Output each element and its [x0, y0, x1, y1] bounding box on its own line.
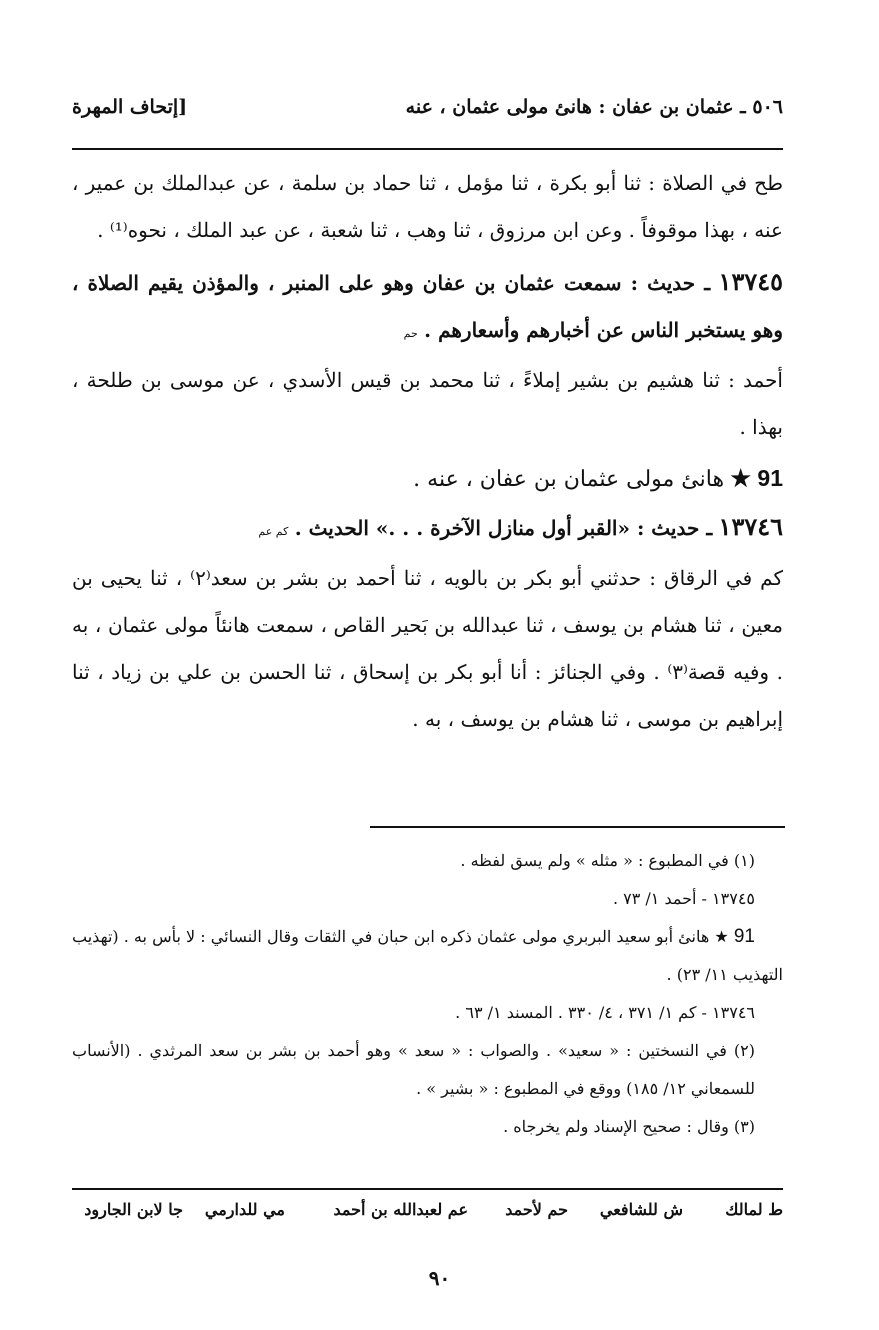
footnote-13746: ١٣٧٤٦ - كم ١/ ٣٧١ ، ٤/ ٣٣٠ . المسند ١/ ٦٣ .: [455, 1003, 755, 1022]
star-icon: ★: [730, 465, 752, 492]
footnote-translation-number: 91: [733, 926, 755, 947]
abbreviation: مي للدارمي: [204, 1200, 285, 1219]
abbreviation: جا لابن الجارود: [84, 1200, 183, 1219]
footnote-rule: [370, 826, 785, 828]
hadith-number: ١٣٧٤٦: [718, 512, 783, 541]
main-text: [72, 160, 783, 743]
page-header: [72, 96, 783, 130]
hadith-text: ـ حديث : «القبر أول منازل الآخرة . . .» الحديث .: [294, 516, 713, 540]
hadith-13745: [72, 258, 783, 357]
footnote-13745: ١٣٧٤٥ - أحمد ١/ ٧٣ .: [612, 889, 755, 908]
abbreviation: حم لأحمد: [505, 1200, 568, 1219]
abbreviation: ط لمالك: [725, 1200, 783, 1219]
footnote-translation-text: ★ هانئ أبو سعيد البربري مولى عثمان ذكره ابن حبان في الثقات وقال النسائي : لا بأس به . (تهذيب التهذيب ١١/ ٢٣) .: [72, 927, 783, 984]
footnote-2: (٢) في النسختين : « سعيد» . والصواب : « سعد » وهو أحمد بن بشر بن سعد المرثدي . (الأنساب للسمعاني ١٢/ ١٨٥) ووقع في المطبوع : « بشير » .: [72, 1041, 755, 1098]
header-rule: [72, 148, 783, 150]
paragraph-ahmad: أحمد : ثنا هشيم بن بشير إملاءً ، ثنا محمد بن قيس الأسدي ، عن موسى بن طلحة ، بهذا .: [72, 368, 783, 439]
translation-number: 91: [757, 465, 783, 491]
hadith-13746: [72, 503, 783, 555]
translation-heading: [72, 455, 783, 503]
hadith-siglum: حم: [403, 327, 418, 340]
hadith-siglum: كم عم: [258, 525, 289, 538]
hadith-number: ١٣٧٤٥: [718, 267, 783, 296]
abbreviation: ش للشافعي: [599, 1200, 683, 1219]
footnote-3: (٣) وقال : صحيح الإسناد ولم يخرجاه .: [503, 1117, 755, 1136]
running-title: ٥٠٦ ـ عثمان بن عفان : هانئ مولى عثمان ، عنه: [405, 96, 783, 118]
footnote-translation: [72, 918, 783, 994]
footnotes: [72, 842, 783, 1146]
page-number: ٩٠: [428, 1266, 451, 1290]
translation-text: هانئ مولى عثمان بن عفان ، عنه .: [413, 467, 725, 492]
abbreviation: عم لعبدالله بن أحمد: [333, 1200, 468, 1219]
paragraph-hakim: كم في الرقاق : حدثني أبو بكر بن بالويه ، ثنا أحمد بن بشر بن سعد⁽٢⁾ ، ثنا يحيى بن معين ، ثنا هشام بن يوسف ، ثنا عبدالله بن بَحير القاص ، سمعت هانئاً مولى عثمان ، به . وفيه قصة⁽٣⁾ . وفي الجنائز : أنا أبو بكر بن إسحاق ، ثنا الحسن بن علي بن زياد ، ثنا إبراهيم بن موسى ، ثنا هشام بن يوسف ، به .: [72, 566, 784, 731]
paragraph-tahawi: طح في الصلاة : ثنا أبو بكرة ، ثنا مؤمل ، ثنا حماد بن سلمة ، عن عبدالملك بن عمير ، عنه ، بهذا موقوفاً . وعن ابن مرزوق ، ثنا وهب ، ثنا شعبة ، عن عبد الملك ، نحوه⁽¹⁾ .: [72, 171, 783, 242]
book-title: [إتحاف المهرة: [72, 96, 188, 118]
abbreviations-key: [72, 1200, 783, 1230]
abbreviations-rule: [72, 1188, 783, 1190]
footnote-1: (١) في المطبوع : « مثله » ولم يسق لفظه .: [460, 851, 755, 870]
hadith-text: ـ حديث : سمعت عثمان بن عفان وهو على المنبر ، والمؤذن يقيم الصلاة ، وهو يستخبر الناس عن أخبارهم وأسعارهم .: [72, 271, 783, 342]
